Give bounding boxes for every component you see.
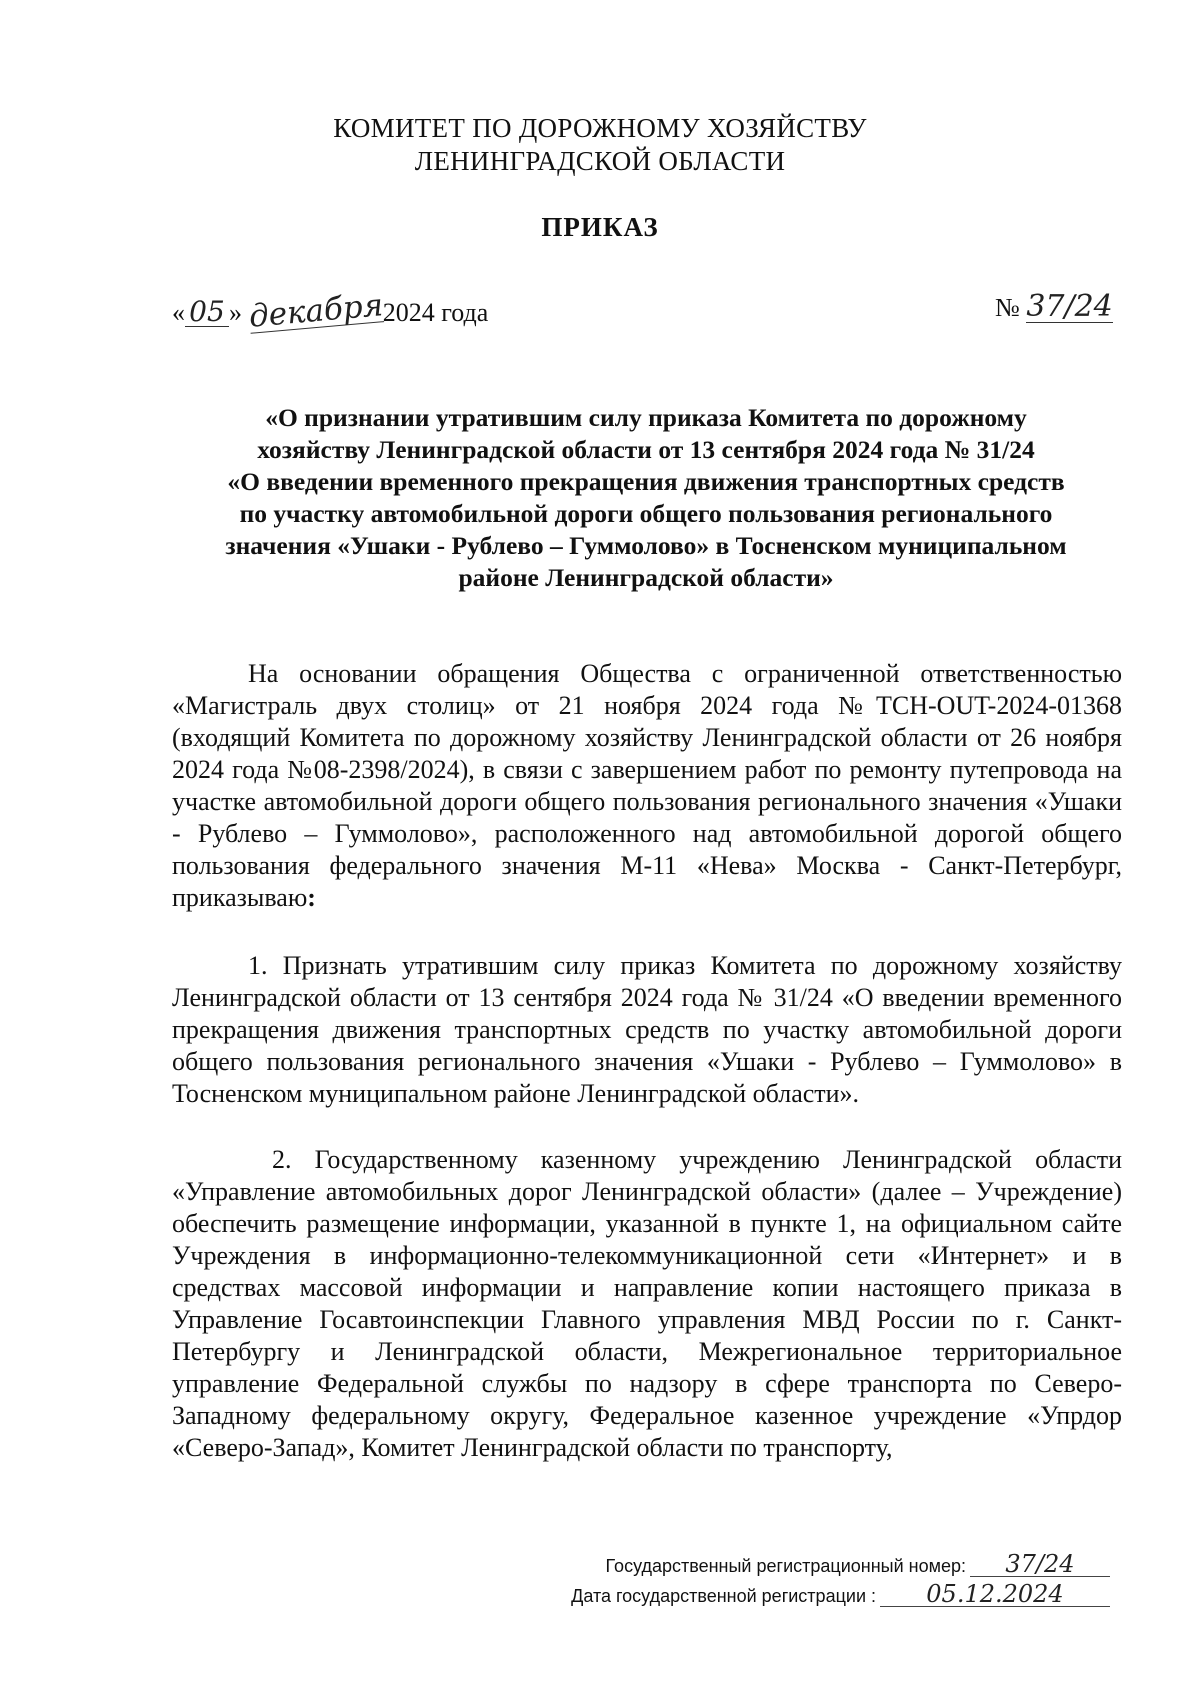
registration-stamp [520, 1551, 1120, 1611]
organization-line-1: КОМИТЕТ ПО ДОРОЖНОМУ ХОЗЯЙСТВУ [333, 113, 867, 143]
order-item-1-text: 1. Признать утратившим силу приказ Комитета по дорожному хозяйству Ленинградской области от 13 сентября 2024 года № 31/24 «О введении временного прекращения движения транспортных средств по участку автомобильной дороги общего пользования регионального значения «Ушаки - Рублево – Гуммолово» в Тосненском муниципальном районе Ленинградской области». [172, 951, 1122, 1108]
document-type-heading: ПРИКАЗ [541, 212, 659, 242]
basis-text: На основании обращения Общества с ограниченной ответственностью «Магистраль двух столиц» от 21 ноября 2024 года №TCH-OUT-2024-01368 (входящий Комитета по дорожному хозяйству Ленинградской области от 26 ноября 2024 года №08-2398/2024), в связи с завершением работ по ремонту путепровода на участке автомобильной дороги общего пользования регионального значения «Ушаки - Рублево – Гуммолово», расположенного над автомобильной дорогой общего пользования федерального значения М-11 «Нева» Москва - Санкт-Петербург, приказываю [172, 659, 1122, 912]
order-item-2 [172, 1144, 1122, 1464]
issuing-organization [300, 112, 900, 178]
registration-date-label: Дата государственной регистрации : [571, 1586, 876, 1606]
quote-close: » [229, 298, 242, 327]
title-line-5: значения «Ушаки - Рублево – Гуммолово» в Тосненском муниципальном [225, 531, 1067, 560]
registration-number-label: Государственный регистрационный номер: [605, 1556, 966, 1576]
handwritten-order-number: 37/24 [1026, 289, 1113, 324]
order-date-line [172, 287, 489, 335]
year-text: 2024 года [382, 298, 489, 327]
registration-date-row [520, 1581, 1110, 1611]
order-title [168, 402, 1124, 594]
order-item-2-text: 2. Государственному казенному учреждению Ленинградской области «Управление автомобильных дорог Ленинградской области» (далее – Учреждение) обеспечить размещение информации, указанной в пункте 1, на официальном сайте Учреждения в информационно-телекоммуникационной сети «Интернет» и в средствах массовой информации и направление копии настоящего приказа в Управление Госавтоинспекции Главного управления МВД России по г. Санкт-Петербургу и Ленинградской области, Межрегиональное территориальное управление Федеральной службы по надзору в сфере транспорта по Северо-Западному федеральному округу, Федеральное казенное учреждение «Упрдор «Северо-Запад», Комитет Ленинградской области по транспорту, [172, 1145, 1122, 1462]
title-line-6: районе Ленинградской области» [458, 563, 834, 592]
registration-number-row [520, 1551, 1110, 1581]
order-number-line [995, 289, 1113, 324]
number-sign: № [995, 293, 1020, 322]
title-line-3: «О введении временного прекращения движения транспортных средств [227, 467, 1065, 496]
basis-colon: : [307, 883, 316, 912]
registration-date-value: 05.12.2024 [880, 1582, 1110, 1607]
title-line-1: «О признании утратившим силу приказа Комитета по дорожному [265, 403, 1027, 432]
title-line-2: хозяйству Ленинградской области от 13 сентября 2024 года № 31/24 [257, 435, 1035, 464]
organization-line-2: ЛЕНИНГРАДСКОЙ ОБЛАСТИ [414, 146, 786, 176]
title-line-4: по участку автомобильной дороги общего пользования регионального [239, 499, 1053, 528]
quote-open: « [172, 298, 185, 327]
registration-number-value: 37/24 [970, 1552, 1110, 1577]
basis-paragraph [172, 658, 1122, 914]
handwritten-month: декабря [247, 287, 385, 335]
handwritten-day: 05 [185, 298, 229, 327]
order-item-1 [172, 950, 1122, 1110]
